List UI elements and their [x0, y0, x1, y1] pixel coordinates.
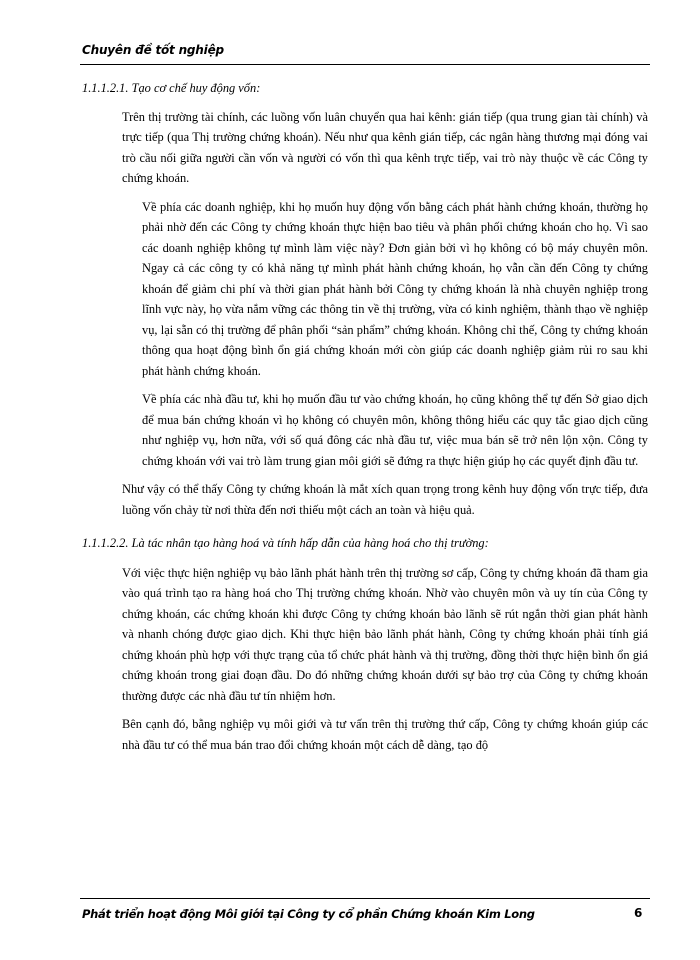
paragraph: Về phía các doanh nghiệp, khi họ muốn huy động vốn bằng cách phát hành chứng khoán, thường họ phải nhờ đến các Công ty chứng khoán thực hiện bao tiêu và phân phối chứng khoán cho họ. Vì sao các doanh nghiệp không tự mình làm việc này? Đơn giản bởi vì họ không có bộ máy chuyên môn. Ngay cả các công ty có khả năng tự mình phát hành chứng khoán, họ vẫn cần đến Công ty chứng khoán để giảm chi phí và thời gian phát hành bởi Công ty chứng khoán là nhà chuyên nghiệp trong lĩnh vực này, họ vừa nắm vững các thông tin về thị trường, vừa có kinh nghiệm, thành thạo về nghiệp vụ, lại sẵn có thị trường để phân phối “sản phẩm” chứng khoán. Không chỉ thế, Công ty chứng khoán thông qua hoạt động bình ổn giá chứng khoán mới còn giúp các doanh nghiệp giảm rủi ro sau khi phát hành chứng khoán.: [142, 199, 648, 378]
paragraph: Về phía các nhà đầu tư, khi họ muốn đầu tư vào chứng khoán, họ cũng không thể tự đến Sở giao dịch để mua bán chứng khoán vì họ không có chuyên môn, không thông hiểu các quy tắc giao dịch cũng như nghiệp vụ, hơn nữa, với số quá đông các nhà đầu tư, việc mua bán sẽ trở nên lộn xộn. Công ty chứng khoán với vai trò làm trung gian môi giới sẽ đứng ra thực hiện giúp họ các quyết định đầu tư.: [142, 392, 648, 468]
paragraph: Trên thị trường tài chính, các luồng vốn luân chuyển qua hai kênh: gián tiếp (qua trung gian tài chính) và trực tiếp (qua Thị trường chứng khoán). Nếu như qua kênh gián tiếp, các ngân hàng thương mại đóng vai trò cầu nối giữa người cần vốn và người có vốn thì qua kênh trực tiếp, vai trò này thuộc về các Công ty chứng khoán.: [122, 109, 648, 185]
paragraph: Với việc thực hiện nghiệp vụ bảo lãnh phát hành trên thị trường sơ cấp, Công ty chứng khoán đã tham gia vào quá trình tạo ra hàng hoá cho Thị trường chứng khoán. Nhờ vào chuyên môn và uy tín của Công ty chứng khoán, các chứng khoán khi được Công ty chứng khoán bảo lãnh sẽ rút ngắn thời gian phát hành và nhanh chóng được giao dịch. Khi thực hiện bảo lãnh phát hành, Công ty chứng khoán phải tính giá chứng khoán phù hợp với thực trạng của tổ chức phát hành và thị trường, đồng thời thực hiện bình ổn giá chứng khoán trong giai đoạn đầu. Do đó những chứng khoán dưới sự bảo trợ của Công ty chứng khoán thường được các nhà đầu tư tín nhiệm hơn.: [122, 565, 648, 703]
page-body: [82, 78, 648, 755]
header-rule: [80, 64, 650, 65]
paragraph: Như vậy có thể thấy Công ty chứng khoán là mắt xích quan trọng trong kênh huy động vốn trực tiếp, đưa luồng vốn chảy từ nơi thừa đến nơi thiếu một cách an toàn và hiệu quả.: [122, 482, 648, 517]
page-header-title: Chuyên đề tốt nghiệp: [82, 43, 224, 57]
footer-rule: [80, 898, 650, 899]
section-heading-2: 1.1.1.2.2. Là tác nhân tạo hàng hoá và tính hấp dẫn của hàng hoá cho thị trường:: [82, 536, 489, 550]
page-number: 6: [634, 906, 643, 920]
page-footer-title: Phát triển hoạt động Môi giới tại Công ty cổ phần Chứng khoán Kim Long: [82, 907, 535, 921]
paragraph: Bên cạnh đó, bằng nghiệp vụ môi giới và tư vấn trên thị trường thứ cấp, Công ty chứng khoán giúp các nhà đầu tư có thể mua bán trao đổi chứng khoán một cách dễ dàng, tạo độ: [122, 717, 648, 752]
section-heading-1: 1.1.1.2.1. Tạo cơ chế huy động vốn:: [82, 81, 261, 95]
